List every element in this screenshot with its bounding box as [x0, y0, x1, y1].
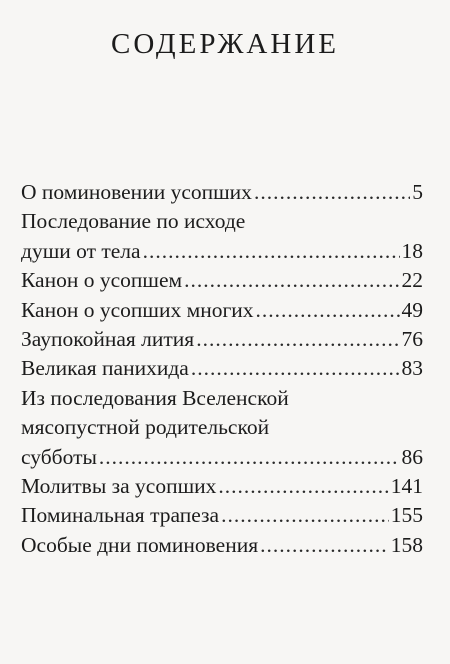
- toc-entry-title: души от тела: [21, 238, 141, 263]
- toc-entry-title: мясопустной родительской: [21, 415, 270, 440]
- toc-page-number: 5: [412, 180, 423, 204]
- dot-leader: [256, 296, 400, 325]
- toc-entry-title: субботы: [21, 444, 97, 469]
- page-title: СОДЕРЖАНИЕ: [111, 28, 339, 60]
- toc-page-number: 22: [401, 268, 423, 293]
- toc-entry-line: [21, 266, 423, 295]
- toc-entry-line: [21, 178, 423, 207]
- toc-entry[interactable]: [21, 178, 423, 207]
- toc-entry[interactable]: [21, 207, 423, 266]
- toc-entry-title: Молитвы за усопших: [21, 474, 217, 499]
- toc-entry-line: [21, 354, 423, 383]
- toc-entry-line: [21, 413, 423, 442]
- toc-entry-line: [21, 207, 423, 236]
- dot-leader: [221, 501, 389, 530]
- dot-leader: [218, 472, 388, 501]
- toc-entry-line: [21, 296, 423, 325]
- toc-entry[interactable]: [21, 354, 423, 383]
- dot-leader: [184, 266, 399, 295]
- dot-leader: [254, 178, 410, 207]
- toc-entry-line: [21, 237, 423, 266]
- toc-page-number: 141: [390, 474, 423, 499]
- toc-entry-title: Великая панихида: [21, 356, 189, 381]
- toc-page-number: 76: [401, 327, 423, 352]
- toc-entry-line: [21, 443, 423, 472]
- toc-entry-line: [21, 501, 423, 530]
- toc-page-number: 158: [390, 532, 423, 557]
- toc-entry-title: Канон о усопшем: [21, 268, 183, 293]
- table-of-contents: [21, 178, 423, 560]
- toc-entry-line: [21, 325, 423, 354]
- toc-entry[interactable]: [21, 296, 423, 325]
- toc-entry[interactable]: [21, 531, 423, 560]
- toc-page-number: 18: [401, 238, 423, 263]
- toc-entry[interactable]: [21, 266, 423, 295]
- toc-entry-title: Последование по исходе: [21, 209, 246, 234]
- toc-entry-title: Поминальная трапеза: [21, 503, 220, 528]
- toc-entry-title: Из последования Вселенской: [21, 385, 289, 410]
- toc-entry[interactable]: [21, 472, 423, 501]
- dot-leader: [191, 354, 400, 383]
- toc-entry-title: Особые дни поминовения: [21, 532, 259, 557]
- toc-page-number: 49: [401, 297, 423, 322]
- toc-page-number: 83: [401, 356, 423, 381]
- toc-entry-title: Заупокойная лития: [21, 327, 195, 352]
- toc-entry-title: Канон о усопших многих: [21, 297, 254, 322]
- dot-leader: [99, 443, 400, 472]
- toc-entry[interactable]: [21, 325, 423, 354]
- dot-leader: [196, 325, 399, 354]
- toc-entry-line: [21, 472, 423, 501]
- toc-entry[interactable]: [21, 501, 423, 530]
- toc-entry-line: [21, 531, 423, 560]
- toc-entry-title: О поминовении усопших: [21, 180, 252, 204]
- toc-page-number: 155: [390, 503, 423, 528]
- toc-page-number: 86: [401, 444, 423, 469]
- dot-leader: [143, 237, 400, 266]
- toc-entry[interactable]: [21, 384, 423, 472]
- toc-entry-line: [21, 384, 423, 413]
- dot-leader: [260, 531, 389, 560]
